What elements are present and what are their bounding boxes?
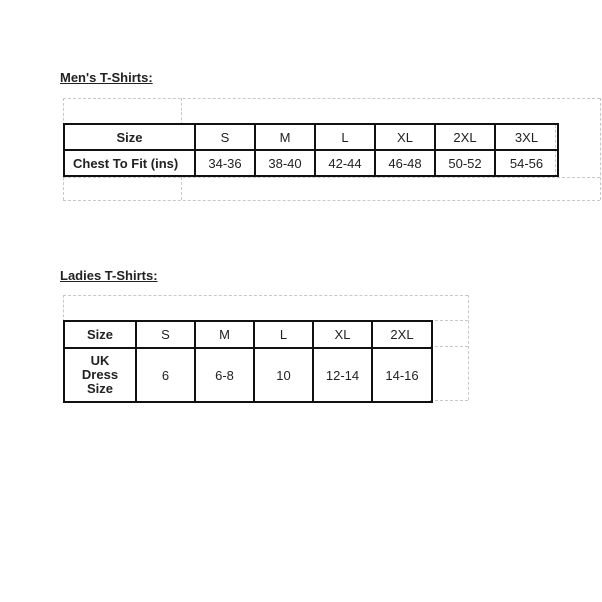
dress-cell: 12-14 — [313, 348, 372, 402]
chest-row-label: Chest To Fit (ins) — [64, 150, 195, 176]
mens-size-table — [63, 123, 559, 177]
dress-label-line: Dress — [81, 367, 119, 382]
dress-label-line: Size — [86, 381, 113, 396]
ladies-size-table — [63, 320, 433, 403]
size-cell: XL — [375, 124, 435, 150]
chest-cell: 50-52 — [435, 150, 495, 176]
table-row — [64, 124, 558, 150]
dress-cell: 6-8 — [195, 348, 254, 402]
chest-cell: 38-40 — [255, 150, 315, 176]
size-cell: 3XL — [495, 124, 558, 150]
mens-heading: Men's T-Shirts: — [60, 70, 153, 85]
size-cell: 2XL — [435, 124, 495, 150]
size-cell: S — [195, 124, 255, 150]
grid-line — [468, 295, 469, 400]
chest-cell: 46-48 — [375, 150, 435, 176]
grid-line — [181, 98, 182, 125]
chest-cell: 42-44 — [315, 150, 375, 176]
grid-line — [63, 200, 600, 201]
grid-line — [63, 295, 468, 296]
size-cell: L — [254, 321, 313, 348]
grid-line — [600, 98, 601, 200]
table-row — [64, 348, 432, 402]
dress-cell: 14-16 — [372, 348, 432, 402]
dress-label-line: UK — [90, 353, 110, 368]
ladies-heading: Ladies T-Shirts: — [60, 268, 158, 283]
size-row-label: Size — [64, 124, 195, 150]
grid-line — [63, 177, 600, 178]
size-cell: 2XL — [372, 321, 432, 348]
grid-line — [430, 346, 468, 347]
size-cell: M — [255, 124, 315, 150]
grid-line — [63, 295, 64, 322]
grid-line — [63, 98, 600, 99]
size-cell: XL — [313, 321, 372, 348]
chest-cell: 34-36 — [195, 150, 255, 176]
size-cell: M — [195, 321, 254, 348]
table-row — [64, 321, 432, 348]
size-row-label: Size — [64, 321, 136, 348]
grid-line — [430, 400, 468, 401]
dress-row-label — [64, 348, 136, 402]
size-cell: L — [315, 124, 375, 150]
size-cell: S — [136, 321, 195, 348]
dress-cell: 6 — [136, 348, 195, 402]
dress-cell: 10 — [254, 348, 313, 402]
chest-cell: 54-56 — [495, 150, 558, 176]
table-row — [64, 150, 558, 176]
grid-line — [430, 320, 468, 321]
grid-line — [181, 177, 182, 200]
